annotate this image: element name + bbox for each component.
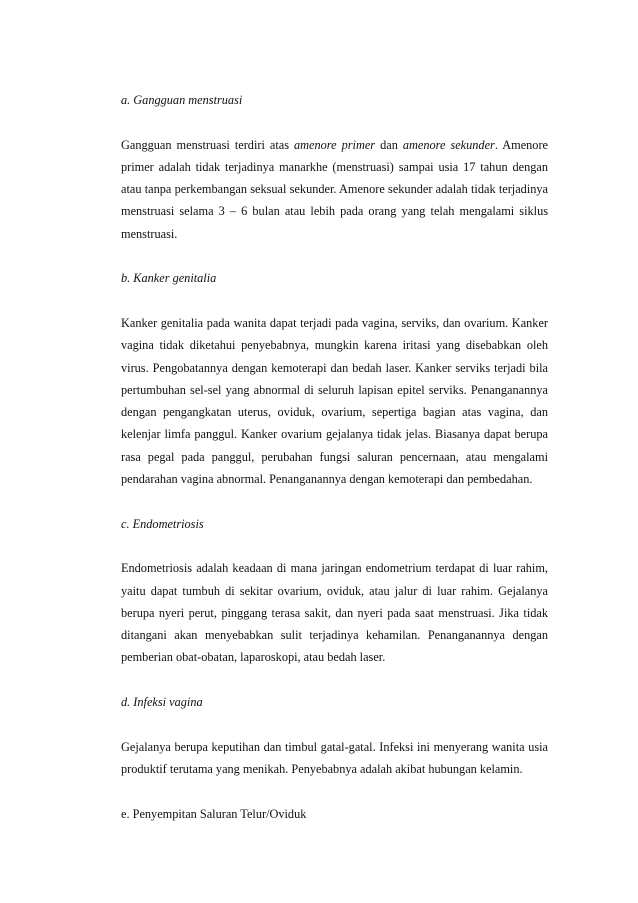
paragraph-endometriosis: Endometriosis adalah keadaan di mana jaringan endometrium terdapat di luar rahim, yaitu dapat tumbuh di sekitar ovarium, oviduk, atau jalur di luar rahim. Gejalanya berupa nyeri perut, pinggang terasa sakit, dan nyeri pada saat menstruasi. Jika tidak ditangani akan menyebabkan sulit terjadinya kehamilan. Penanganannya dengan pemberian obat-obatan, laparoskopi, atau bedah laser. — [121, 561, 548, 665]
paragraph-kanker-genitalia: Kanker genitalia pada wanita dapat terjadi pada vagina, serviks, dan ovarium. Kanker vagina tidak diketahui penyebabnya, mungkin karena iritasi yang disebabkan oleh virus. Pengobatannya dengan kemoterapi dan bedah laser. Kanker serviks terjadi bila pertumbuhan sel-sel yang abnormal di seluruh lapisan epitel serviks. Penanganannya dengan pengangkatan uterus, oviduk, ovarium, sepertiga bagian atas vagina, dan kelenjar limfa panggul. Kanker ovarium gejalanya tidak jelas. Biasanya dapat berupa rasa pegal pada panggul, perubahan fungsi saluran pencernaan, atau mengalami pendarahan vagina abnormal. Penanganannya dengan kemoterapi dan pembedahan. — [121, 315, 548, 487]
text-run: dan — [375, 137, 403, 152]
heading-kanker-genitalia: b. Kanker genitalia — [121, 271, 217, 286]
paragraph-gangguan-menstruasi — [121, 134, 548, 245]
heading-penyempitan-saluran-telur: e. Penyempitan Saluran Telur/Oviduk — [121, 806, 307, 821]
text-run: . Amenore primer adalah tidak terjadinya manarkhe (menstruasi) sampai usia 17 tahun dengan atau tanpa perkembangan seksual sekunder. Amenore sekunder adalah tidak terjadinya menstruasi selama 3 – 6 bulan atau lebih pada orang yang telah mengalami siklus menstruasi. — [121, 137, 549, 241]
heading-endometriosis: c. Endometriosis — [121, 516, 204, 531]
term-amenore-sekunder: amenore sekunder — [402, 137, 495, 152]
document-body — [121, 89, 548, 847]
heading-infeksi-vagina: d. Infeksi vagina — [121, 695, 203, 710]
paragraph-infeksi-vagina: Gejalanya berupa keputihan dan timbul gatal-gatal. Infeksi ini menyerang wanita usia produktif terutama yang menikah. Penyebabnya adalah akibat hubungan kelamin. — [121, 739, 548, 776]
text-run: Gangguan menstruasi terdiri atas — [121, 137, 295, 152]
heading-gangguan-menstruasi: a. Gangguan menstruasi — [121, 93, 243, 107]
term-amenore-primer: amenore primer — [294, 137, 376, 152]
